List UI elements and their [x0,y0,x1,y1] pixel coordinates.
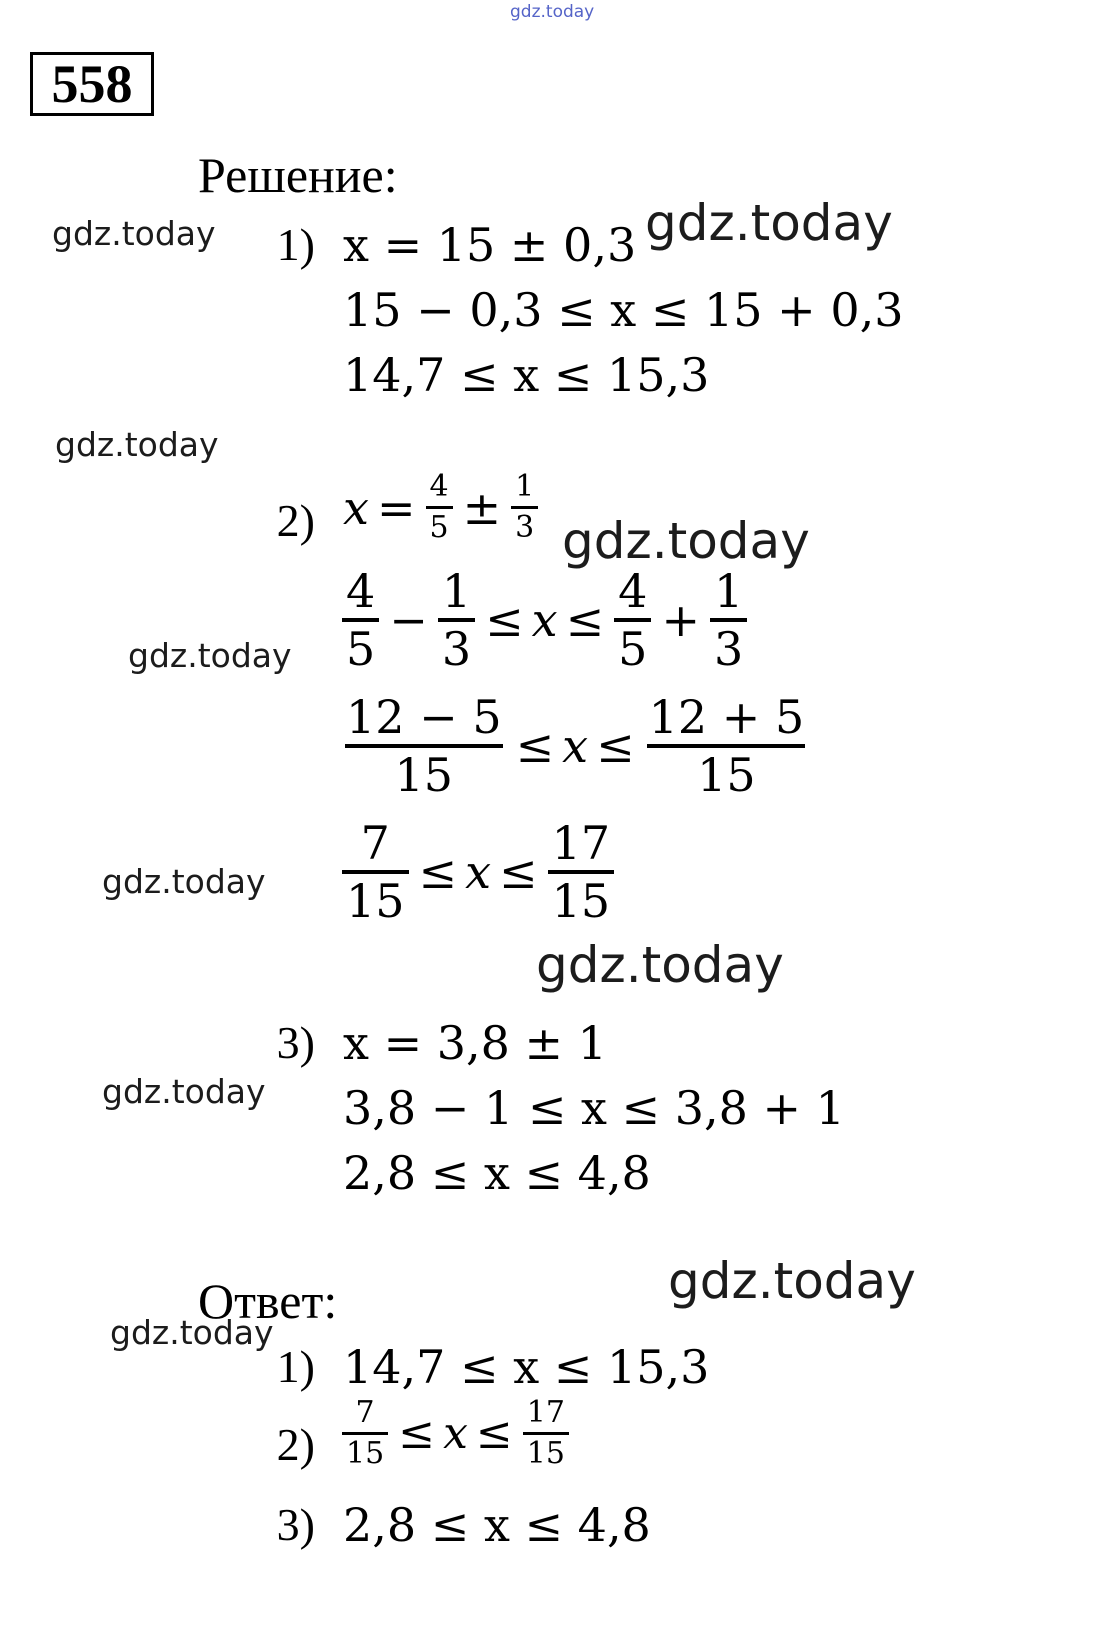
watermark: gdz.today [536,936,784,994]
item-3-line-3: 2,8 ≤ x ≤ 4,8 [343,1146,651,1200]
watermark: gdz.today [52,214,216,253]
watermark: gdz.today [110,1313,274,1352]
item-1-label: 1) [276,219,315,270]
answer-heading: Ответ: [198,1273,338,1329]
fraction: $\frac{17}{15}$ [548,820,615,924]
watermark: gdz.today [645,194,893,252]
fraction: $\frac{12 + 5}{15}$ [648,690,805,802]
item-2-line-2 [340,564,749,676]
watermark: gdz.today [102,1072,266,1111]
watermark: gdz.today [128,636,292,675]
answer-3-text: 2,8 ≤ x ≤ 4,8 [343,1498,651,1552]
plus-sign: + [661,593,700,647]
minus-sign: − [389,593,428,647]
item-2-line-4 [340,816,616,928]
item-1-line-2: 15 − 0,3 ≤ x ≤ 15 + 0,3 [343,283,904,337]
answer-3-label: 3) [276,1499,315,1550]
task-number: 558 [30,52,154,116]
fraction: $\frac{1}{3}$ [511,472,538,543]
le-sign: ≤ [499,845,538,899]
var-x: x [465,845,492,899]
le-sign: ≤ [596,719,635,773]
watermark-top: gdz.today [510,2,595,22]
item-1-line-3: 14,7 ≤ x ≤ 15,3 [343,348,710,402]
fraction: $\frac{1}{3}$ [438,568,475,672]
fraction: $\frac{1}{3}$ [710,568,747,672]
var-x: x [343,480,369,535]
answer-1-text: 14,7 ≤ x ≤ 15,3 [343,1340,710,1394]
le-sign: ≤ [515,719,555,773]
watermark: gdz.today [55,425,219,464]
fraction: $\frac{4}{5}$ [342,568,379,672]
le-sign: ≤ [485,593,524,647]
watermark: gdz.today [562,512,810,570]
var-x: x [531,593,558,647]
item-1-line-1: x = 15 ± 0,3 [343,218,637,272]
item-2-line-3 [340,690,810,802]
solution-heading: Решение: [198,147,398,203]
answer-1-label: 1) [276,1341,315,1392]
fraction: $\frac{12 - 5}{15}$ [346,690,502,802]
equals-sign: = [376,480,416,535]
plus-minus-sign: ± [462,480,502,535]
fraction: $\frac{4}{5}$ [426,472,453,543]
var-x: x [562,719,589,773]
fraction: $\frac{4}{5}$ [614,568,651,672]
answer-2-text [340,1395,571,1471]
le-sign: ≤ [398,1407,436,1459]
fraction: $\frac{17}{15}$ [523,1398,569,1469]
item-3-line-2: 3,8 − 1 ≤ x ≤ 3,8 + 1 [343,1081,845,1135]
watermark: gdz.today [102,862,266,901]
item-2-label: 2) [276,495,315,546]
var-x: x [443,1407,468,1459]
le-sign: ≤ [565,593,605,647]
answer-2-label: 2) [276,1419,315,1470]
item-2-line-1 [343,469,540,545]
item-3-line-1: x = 3,8 ± 1 [343,1016,607,1070]
le-sign: ≤ [418,845,458,899]
fraction: $\frac{7}{15}$ [342,1398,388,1469]
item-3-label: 3) [276,1017,315,1068]
watermark: gdz.today [668,1252,916,1310]
le-sign: ≤ [475,1407,513,1459]
fraction: $\frac{7}{15}$ [342,820,409,924]
